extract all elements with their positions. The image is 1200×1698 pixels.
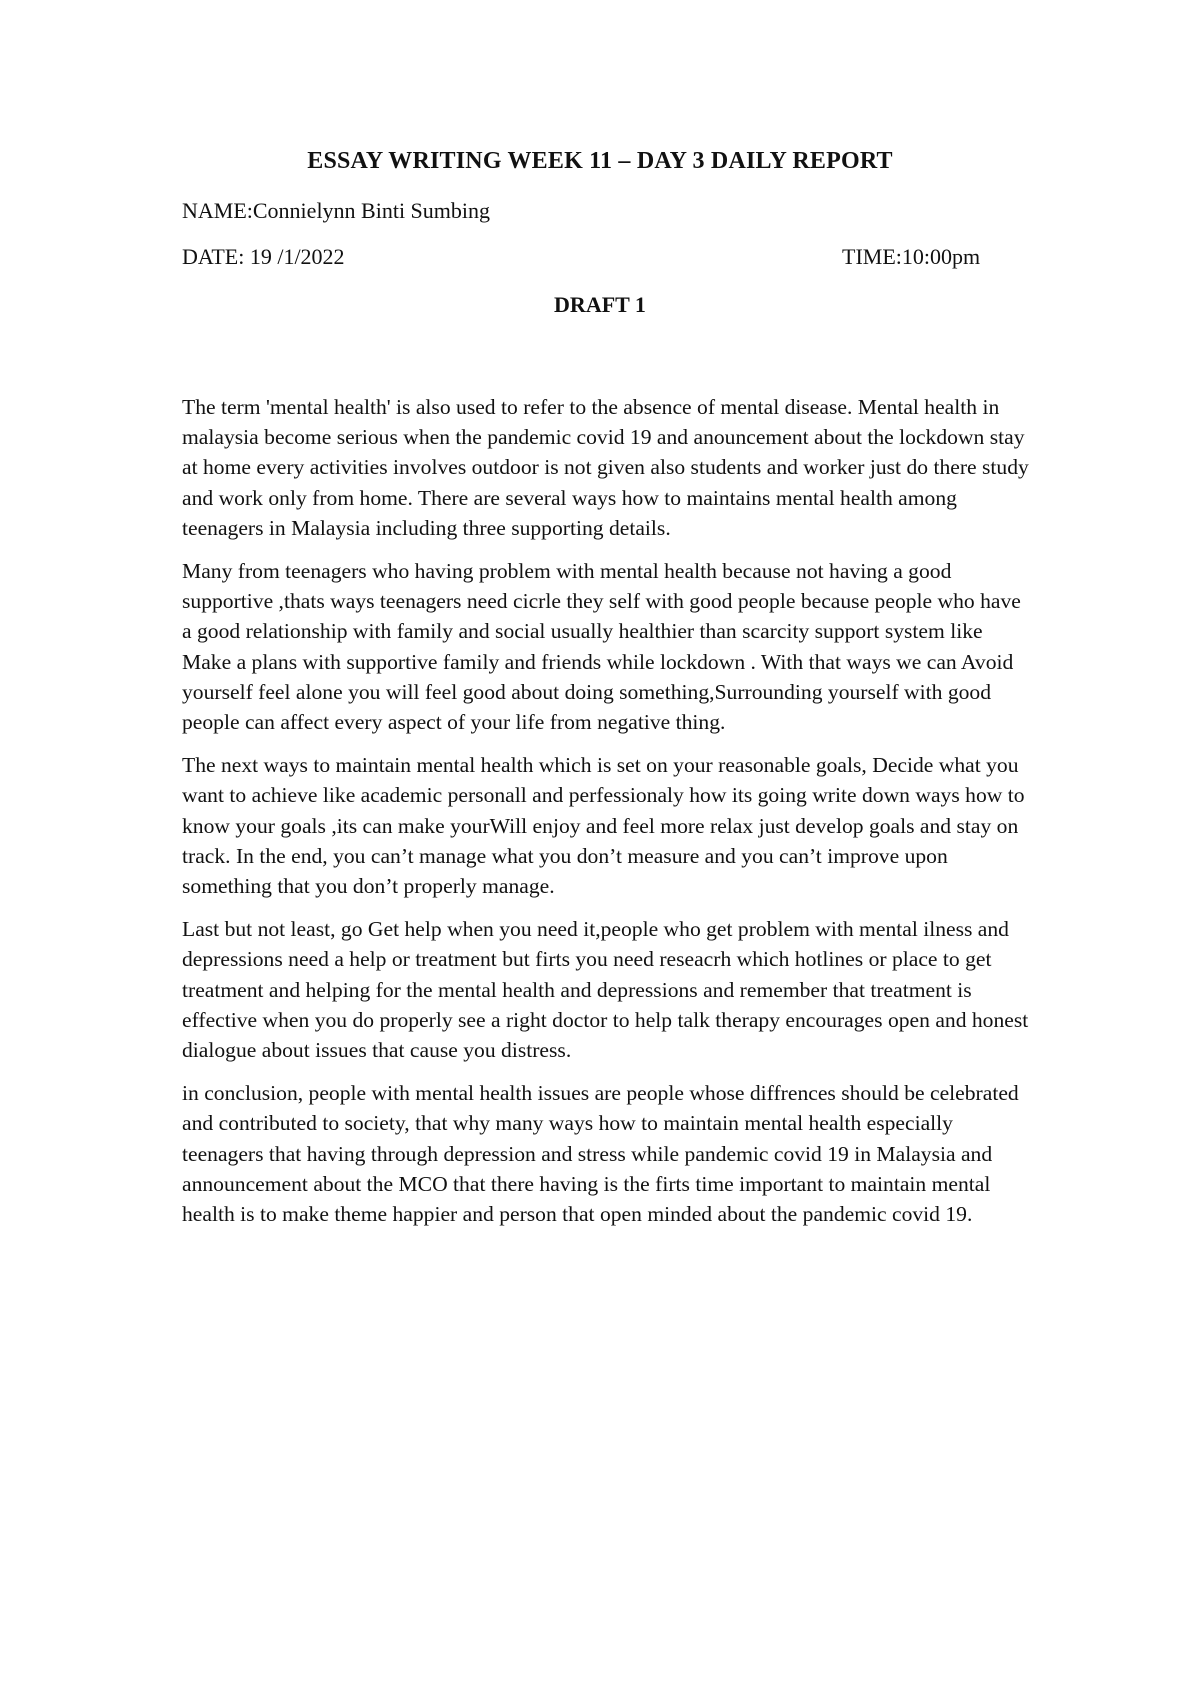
name-line: NAME:Connielynn Binti Sumbing [182,198,491,223]
intro-paragraph: The term 'mental health' is also used to refer to the absence of mental disease. Mental health in malaysia become serious when the pandemic covid 19 and anouncement about the lockdown stay at home every activities involves outdoor is not given also students and worker just do there study and work only from home. There are several ways how to maintains mental health among teenagers in Malaysia including three supporting details. [182,395,1029,540]
date-line: DATE: 19 /1/2022 [182,244,345,269]
document-title: ESSAY WRITING WEEK 11 – DAY 3 DAILY REPORT [307,148,893,174]
body-paragraph-2: The next ways to maintain mental health which is set on your reasonable goals, Decide what you want to achieve like academic personall and perfessionaly how its going write down ways how to know your goals ,its can make yourWill enjoy and feel more relax just develop goals and stay on track. In the end, you can’t manage what you don’t measure and you can’t improve upon something that you don’t properly manage. [182,753,1025,899]
essay-body [182,392,1032,1242]
conclusion-paragraph: in conclusion, people with mental health issues are people whose diffrences should be celebrated and contributed to society, that why many ways how to maintain mental health especially teenagers that having through depression and stress while pandemic covid 19 in Malaysia and announcement about the MCO that there having is the firts time important to maintain mental health is to make theme happier and person that open minded about the pandemic covid 19. [182,1081,1019,1227]
body-paragraph-1: Many from teenagers who having problem with mental health because not having a good supportive ,thats ways teenagers need cicrle they self with good people because people who have a good relationship with family and social usually healthier than scarcity support system like Make a plans with supportive family and friends while lockdown . With that ways we can Avoid yourself feel alone you will feel good about doing something,Surrounding yourself with good people can affect every aspect of your life from negative thing. [182,559,1021,735]
draft-heading: DRAFT 1 [554,292,646,317]
body-paragraph-3: Last but not least, go Get help when you need it,people who get problem with mental ilness and depressions need a help or treatment but firts you need reseacrh which hotlines or place to get treatment and helping for the mental health and depressions and remember that treatment is effective when you do properly see a right doctor to help talk therapy encourages open and honest dialogue about issues that cause you distress. [182,917,1029,1063]
time-line: TIME:10:00pm [842,244,981,269]
